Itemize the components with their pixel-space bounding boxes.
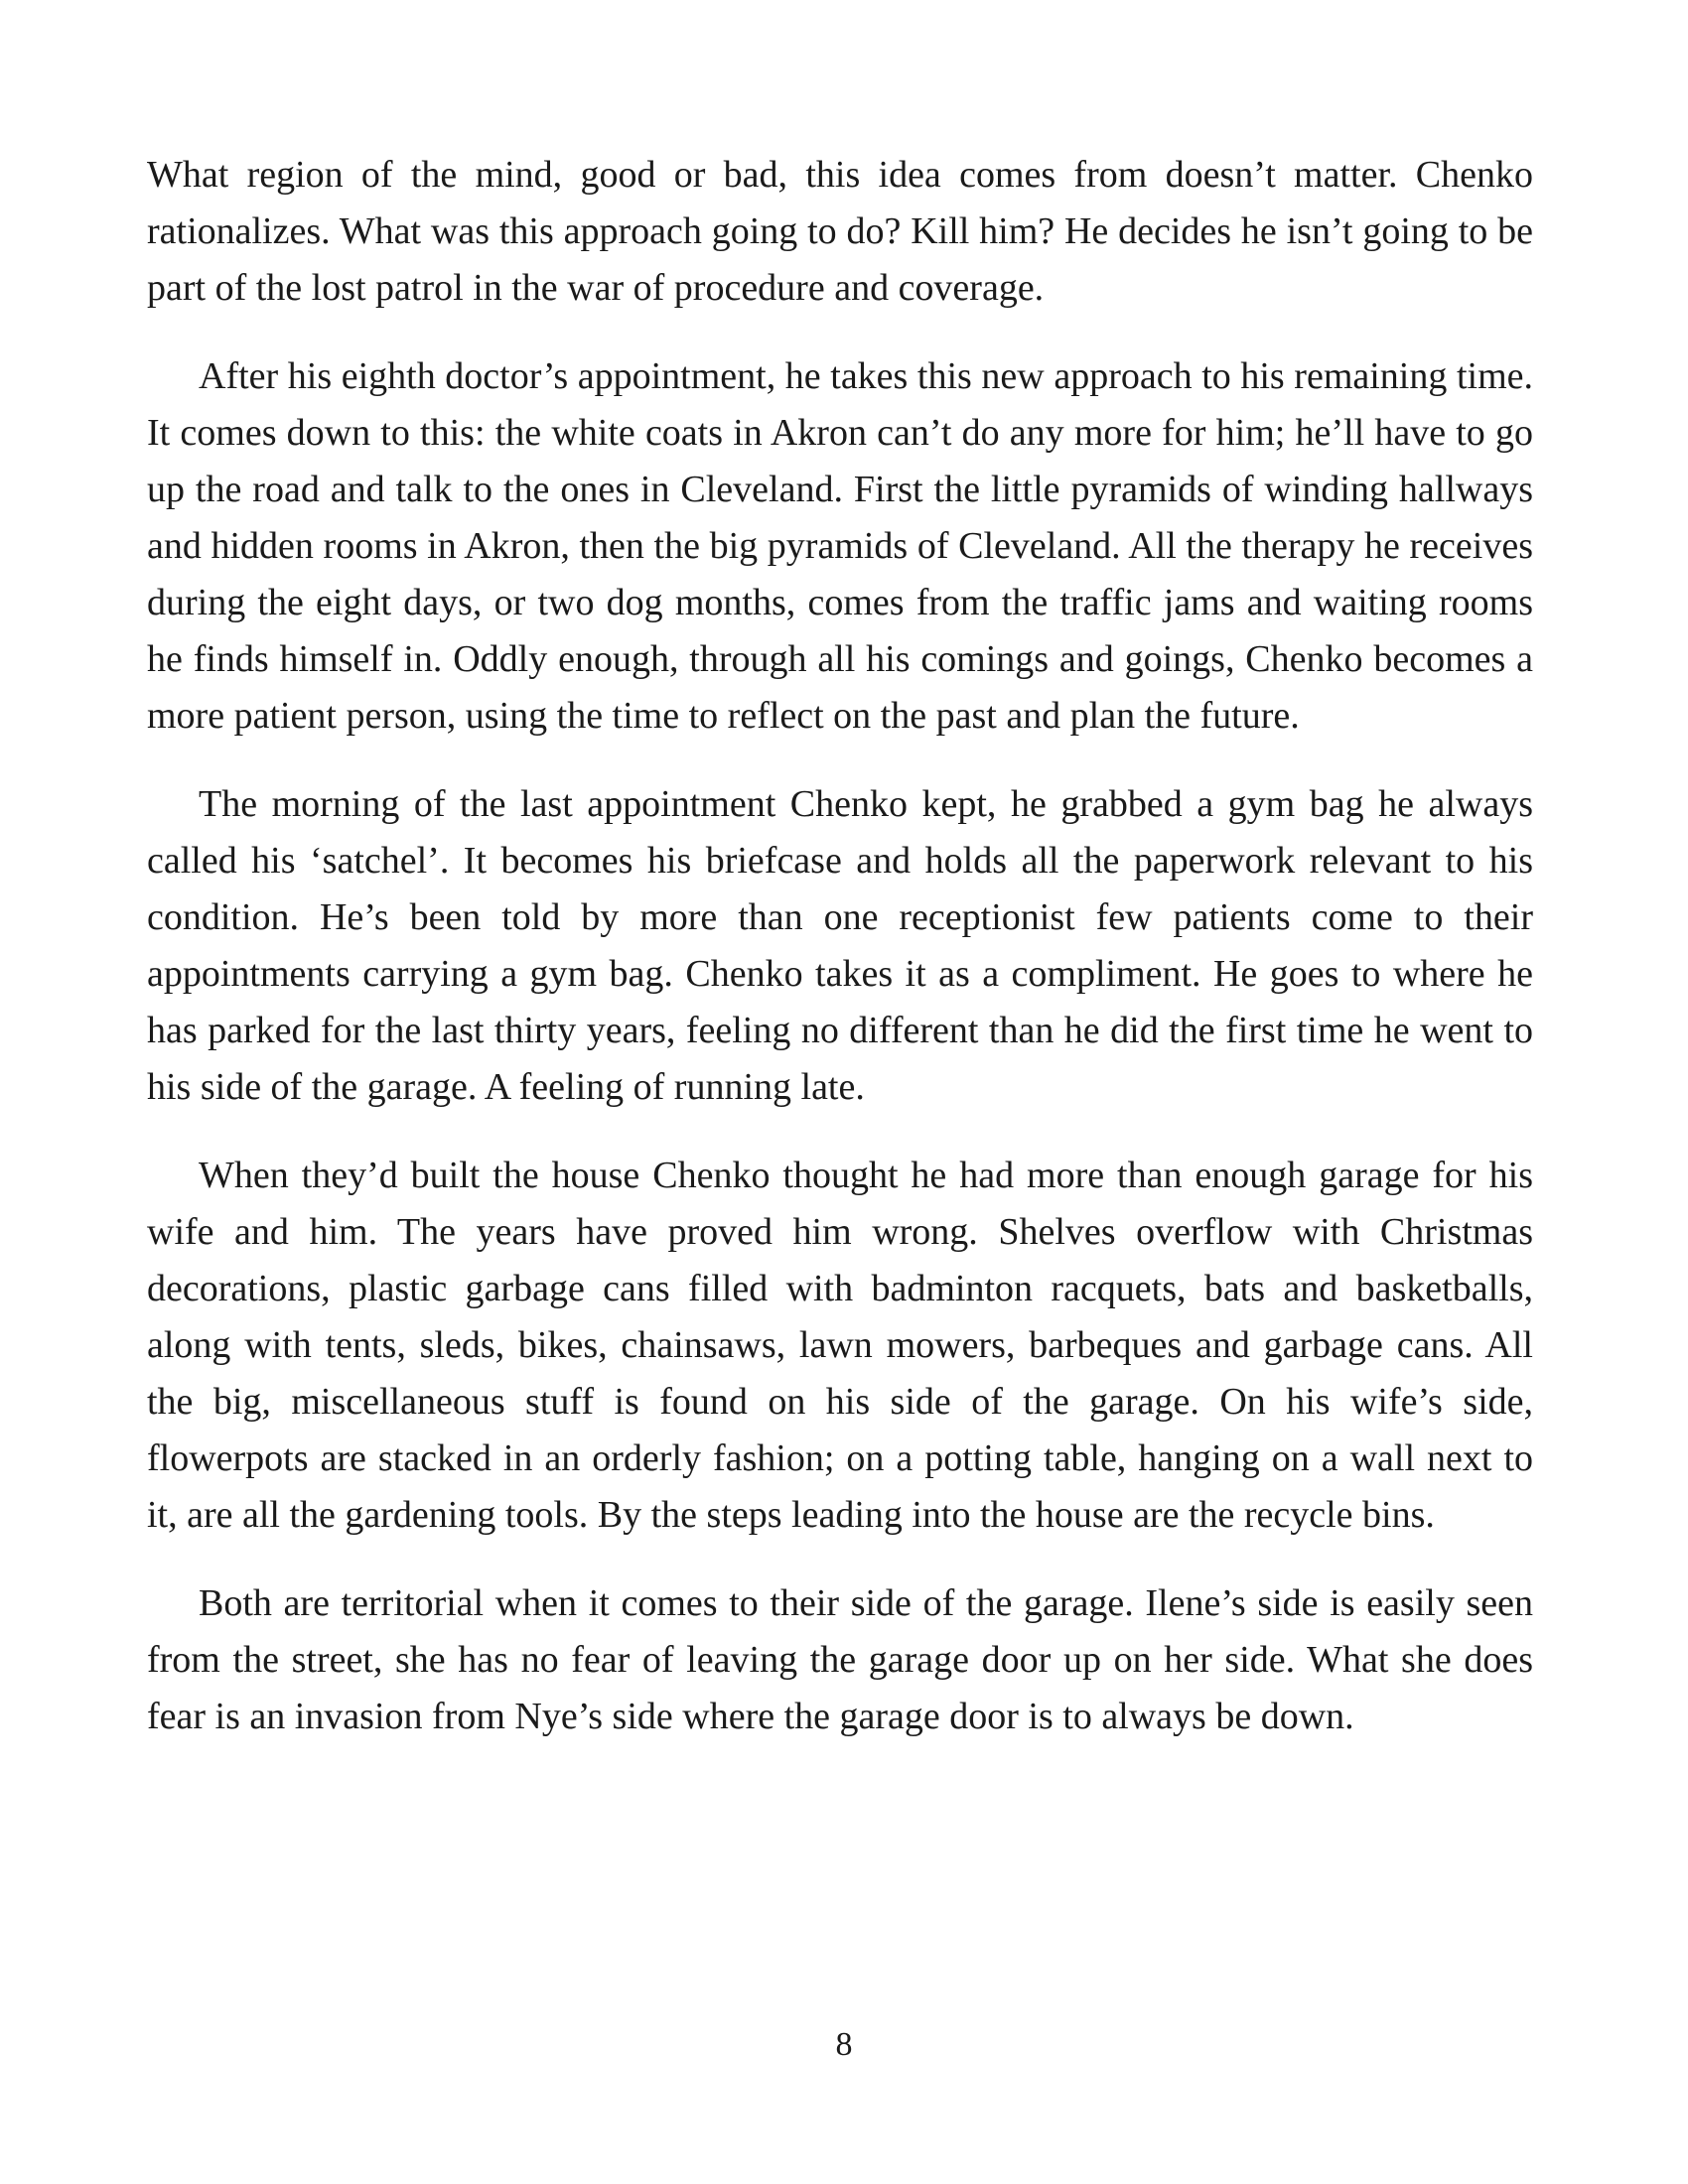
paragraph-2: After his eighth doctor’s appointment, he takes this new approach to his remaining time. It comes down to this: the white coats in Akron can’t do any more for him; he’ll have to go up the road and talk to the ones in Cleveland. First the little pyramids of winding hallways and hidden rooms in Akron, then the big pyramids of Cleveland. All the therapy he receives during the eight days, or two dog months, comes from the traffic jams and waiting rooms he finds himself in. Oddly enough, through all his comings and goings, Chenko becomes a more patient person, using the time to reflect on the past and plan the future.: [147, 355, 1533, 737]
page-number: 8: [835, 2026, 853, 2063]
body-text: [147, 147, 1533, 1777]
paragraph-3: The morning of the last appointment Chenko kept, he grabbed a gym bag he always called his ‘satchel’. It becomes his briefcase and holds all the paperwork relevant to his condition. He’s been told by more than one receptionist few patients come to their appointments carrying a gym bag. Chenko takes it as a compliment. He goes to where he has parked for the last thirty years, feeling no different than he did the first time he went to his side of the garage. A feeling of running late.: [147, 783, 1533, 1108]
paragraph-4: When they’d built the house Chenko thought he had more than enough garage for his wife and him. The years have proved him wrong. Shelves overflow with Christmas decorations, plastic garbage cans filled with badminton racquets, bats and basketballs, along with tents, sleds, bikes, chainsaws, lawn mowers, barbeques and garbage cans. All the big, miscellaneous stuff is found on his side of the garage. On his wife’s side, flowerpots are stacked in an orderly fashion; on a potting table, hanging on a wall next to it, are all the gardening tools. By the steps leading into the house are the recycle bins.: [147, 1155, 1533, 1536]
paragraph-1: What region of the mind, good or bad, this idea comes from doesn’t matter. Chenko rationalizes. What was this approach going to do? Kill him? He decides he isn’t going to be part of the lost patrol in the war of procedure and coverage.: [147, 154, 1533, 309]
paragraph-5: Both are territorial when it comes to their side of the garage. Ilene’s side is easily seen from the street, she has no fear of leaving the garage door up on her side. What she does fear is an invasion from Nye’s side where the garage door is to always be down.: [147, 1582, 1533, 1737]
